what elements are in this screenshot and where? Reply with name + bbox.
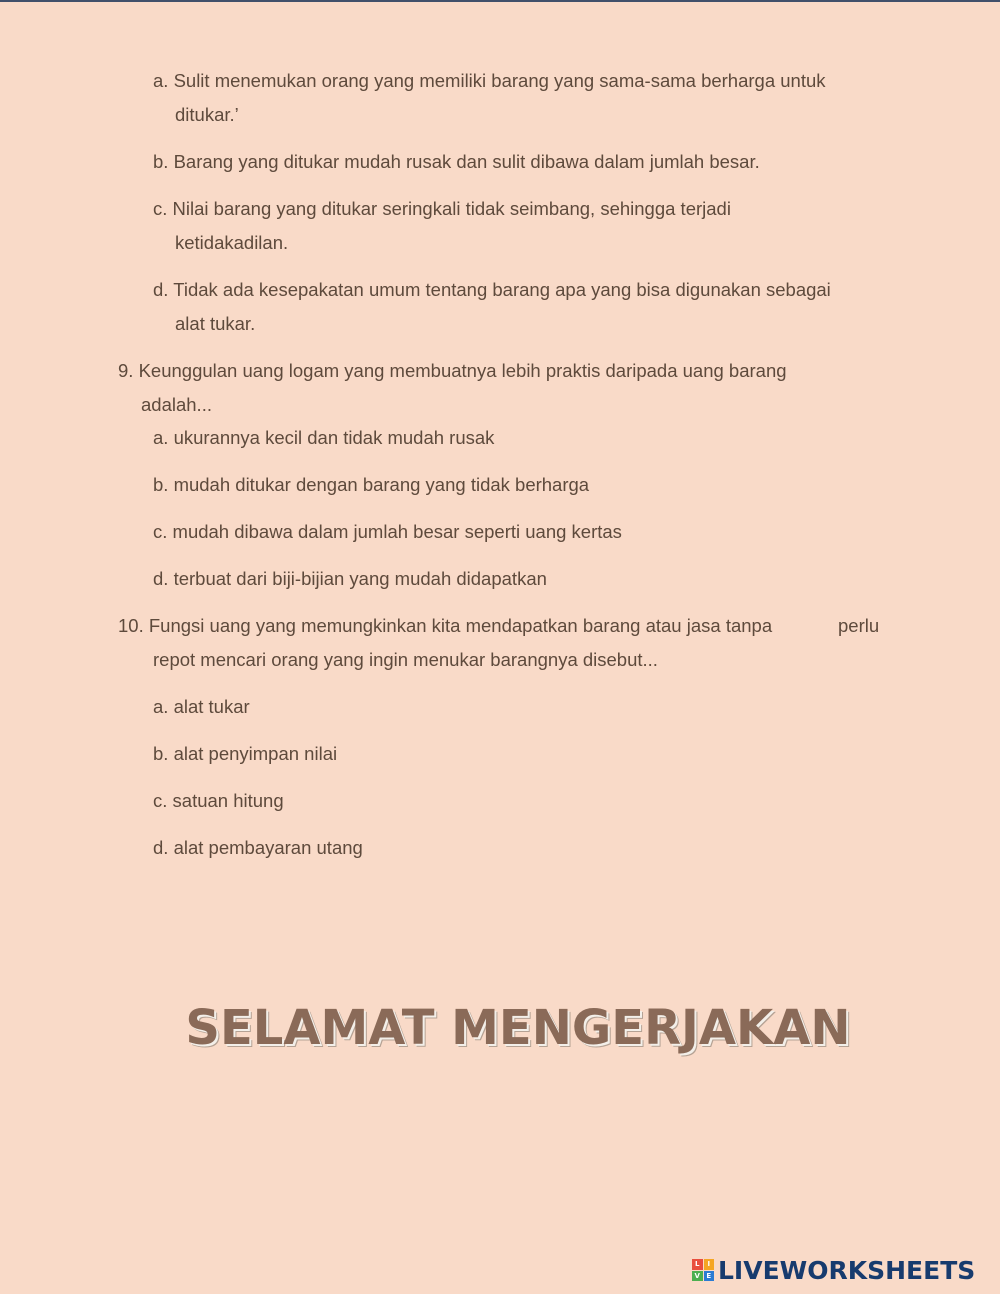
q10-option-a[interactable]: a. alat tukar (153, 696, 250, 717)
q9-question-cont: adalah... (141, 394, 212, 415)
q9-question: 9. Keunggulan uang logam yang membuatnya lebih praktis daripada uang barang (118, 360, 787, 381)
top-rule (0, 0, 1000, 2)
logo-tile: I (704, 1259, 715, 1270)
q8-option-c-cont: ketidakadilan. (175, 232, 289, 253)
q9-option-b[interactable]: b. mudah ditukar dengan barang yang tidak berharga (153, 474, 590, 495)
logo-tile: V (692, 1271, 703, 1282)
q8-option-b: b. Barang yang ditukar mudah rusak dan sulit dibawa dalam jumlah besar. (153, 151, 760, 172)
q9-option-c[interactable]: c. mudah dibawa dalam jumlah besar seperti uang kertas (153, 521, 622, 542)
q9-option-a[interactable]: a. ukurannya kecil dan tidak mudah rusak (153, 427, 495, 448)
liveworksheets-logo-icon (692, 1259, 714, 1281)
q10-question: 10. Fungsi uang yang memungkinkan kita mendapatkan barang atau jasa tanpa (118, 615, 773, 636)
q10-option-c[interactable]: c. satuan hitung (153, 790, 284, 811)
logo-tile: E (704, 1271, 715, 1282)
q8-option-c: c. Nilai barang yang ditukar seringkali tidak seimbang, sehingga terjadi (153, 198, 731, 219)
q8-option-a-cont: ditukar.’ (175, 104, 239, 125)
q8-option-d: d. Tidak ada kesepakatan umum tentang barang apa yang bisa digunakan sebagai (153, 279, 831, 300)
q8-option-a: a. Sulit menemukan orang yang memiliki barang yang sama-sama berharga untuk (153, 70, 826, 91)
logo-tile: L (692, 1259, 703, 1270)
q9-option-d[interactable]: d. terbuat dari biji-bijian yang mudah didapatkan (153, 568, 547, 589)
brand-name: LIVEWORKSHEETS (718, 1255, 976, 1285)
q10-question-end: perlu (838, 615, 880, 636)
liveworksheets-brand[interactable] (692, 1254, 975, 1286)
q10-option-b[interactable]: b. alat penyimpan nilai (153, 743, 338, 764)
q10-option-d[interactable]: d. alat pembayaran utang (153, 837, 363, 858)
q10-question-cont: repot mencari orang yang ingin menukar barangnya disebut... (153, 649, 658, 670)
q8-option-d-cont: alat tukar. (175, 313, 256, 334)
closing-title: SELAMAT MENGERJAKAN (185, 1000, 851, 1056)
